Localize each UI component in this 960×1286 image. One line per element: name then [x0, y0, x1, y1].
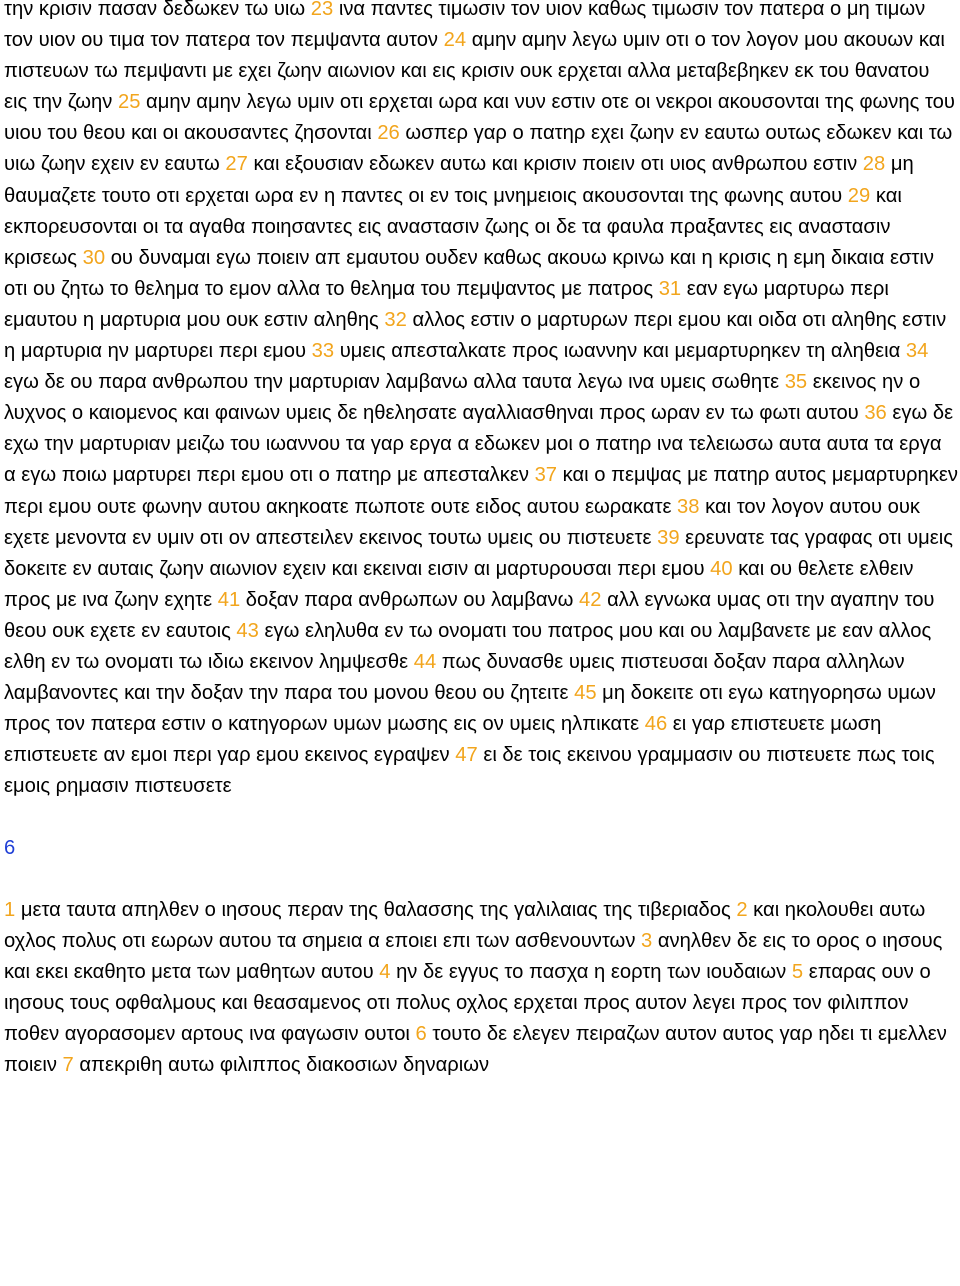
verse-text: ανηλθεν δε εις το ορος ο ιησους και εκει εκαθητο μετα των μαθητων αυτου [4, 929, 943, 983]
verse-number: 34 [905, 340, 929, 363]
verse-text: και ο πεμψας με πατηρ αυτος μεμαρτυρηκεν περι εμου ουτε φωνην αυτου ακηκοατε πωποτε ουτε ειδος αυτου εωρακατε [4, 464, 958, 518]
verse-text: εκεινος ην ο λυχνος ο καιομενος και φαινων υμεις δε ηθελησατε αγαλλιασθηναι προς ωραν εν τω φωτι αυτου [4, 371, 921, 425]
verse-text: ωσπερ γαρ ο πατηρ εχει ζωην εν εαυτω ουτως εδωκεν και τω υιω ζωην εχειν εν εαυτω [4, 122, 953, 176]
verse-text: αλλος εστιν ο μαρτυρων περι εμου και οιδα οτι αληθης εστιν η μαρτυρια ην μαρτυρει περι εμου [4, 308, 947, 363]
verse-text: και ου θελετε ελθειν προς με ινα ζωην εχητε [4, 557, 914, 611]
verse-number: 36 [864, 402, 887, 425]
verse-number: 33 [311, 340, 335, 363]
verse-text: μετα ταυτα απηλθεν ο ιησους περαν της θαλασσης της γαλιλαιας της τιβεριαδος [15, 898, 737, 921]
verse-text: ει δε τοις εκεινου γραμμασιν ου πιστευετε πως τοις εμοις ρημασιν πιστευσετε [4, 744, 935, 798]
verse-text: δοξαν παρα ανθρωπων ου λαμβανω [240, 588, 579, 611]
verse-number: 35 [784, 371, 808, 394]
verse-text: ερευνατε τας γραφας οτι υμεις δοκειτε εν αυταις ζωην αιωνιον εχειν και εκειναι εισιν αι μαρτυρουσαι περι εμου [4, 526, 953, 580]
verse-text: υμεις απεσταλκατε προς ιωαννην και μεμαρτυρηκεν τη αληθεια [334, 340, 906, 363]
paragraph-chapter-6-verses [4, 895, 958, 1082]
verse-text: αμην αμην λεγω υμιν οτι ερχεται ωρα και νυν εστιν οτε οι νεκροι ακουσονται της φωνης του υιου του θεου και οι ακουσαντες ζησονται [4, 91, 955, 145]
verse-number: 4 [379, 960, 391, 983]
verse-number: 6 [415, 1022, 427, 1045]
verse-text: ει γαρ επιστευετε μωση επιστευετε αν εμοι περι γαρ εμου εκεινος εγραψεν [4, 713, 882, 767]
verse-number: 27 [225, 153, 248, 176]
verse-number: 39 [657, 526, 680, 549]
verse-text: εγω δε ου παρα ανθρωπου την μαρτυριαν λαμβανω αλλα ταυτα λεγω ινα υμεις σωθητε [4, 371, 785, 394]
verse-number: 32 [384, 308, 407, 331]
verse-number: 45 [574, 682, 597, 705]
verse-text: και εξουσιαν εδωκεν αυτω και κρισιν ποιειν οτι υιος ανθρωπου εστιν [247, 153, 863, 176]
verse-text: και εκπορευσονται οι τα αγαθα ποιησαντες εις αναστασιν ζωης οι δε τα φαυλα πραξαντες εις αναστασιν κρισεως [4, 184, 902, 269]
verse-text: ην δε εγγυς το πασχα η εορτη των ιουδαιων [390, 960, 792, 983]
verse-number: 38 [677, 495, 700, 518]
verse-text: τουτο δε ελεγεν πειραζων αυτον αυτος γαρ ηδει τι εμελλεν ποιειν [4, 1022, 947, 1076]
verse-text: εγω δε εχω την μαρτυριαν μειζω του ιωαννου τα γαρ εργα α εδωκεν μοι ο πατηρ ινα τελειωσω αυτα αυτα τα εργα α εγω ποιω μαρτυρει περι εμου οτι ο πατηρ με απεσταλκεν [4, 402, 954, 487]
verse-number: 5 [791, 960, 804, 983]
verse-text: και τον λογον αυτου ουκ εχετε μενοντα εν υμιν οτι ον απεστειλεν εκεινος τουτω υμεις ου πιστευετε [4, 495, 921, 549]
verse-number: 26 [377, 122, 400, 145]
verse-number: 31 [658, 277, 682, 300]
verse-text: την κρισιν πασαν δεδωκεν τω υιω [4, 0, 311, 20]
verse-number: 7 [62, 1054, 74, 1076]
paragraph-chapter-5-verses [4, 0, 958, 802]
verse-text: αλλ εγνωκα υμας οτι την αγαπην του θεου ουκ εχετε εν εαυτοις [4, 588, 935, 642]
verse-text: εαν εγω μαρτυρω περι εμαυτου η μαρτυρια μου ουκ εστιν αληθης [4, 277, 889, 331]
verse-text: ου δυναμαι εγω ποιειν απ εμαυτου ουδεν καθως ακουω κρινω και η κρισις η εμη δικαια εστιν οτι ου ζητω το θελημα το εμον αλλα το θελημα του πεμψαντος με πατρος [4, 246, 934, 300]
verse-number: 47 [455, 744, 478, 767]
verse-number: 24 [443, 29, 467, 52]
verse-text: αμην αμην λεγω υμιν οτι ο τον λογον μου ακουων και πιστευων τω πεμψαντι με εχει ζωην αιωνιον και εις κρισιν ουκ ερχεται αλλα μεταβεβηκεν εκ του θανατου εις την ζωην [4, 29, 945, 114]
verse-number: 41 [217, 588, 241, 611]
verse-number: 23 [310, 0, 334, 20]
verse-text: επαρας ουν ο ιησους τους οφθαλμους και θεασαμενος οτι πολυς οχλος ερχεται προς αυτον λεγει προς τον φιλιππον ποθεν αγορασομεν αρτους ινα φαγωσιν ουτοι [4, 960, 931, 1045]
verse-number: 46 [644, 713, 668, 736]
chapter-heading: 6 [4, 837, 16, 860]
verse-number: 44 [413, 650, 437, 673]
verse-number: 42 [579, 588, 602, 611]
verse-number: 28 [862, 153, 886, 176]
verse-text: πως δυνασθε υμεις πιστευσαι δοξαν παρα αλληλων λαμβανοντες και την δοξαν την παρα του μονου θεου ου ζητειτε [4, 650, 905, 705]
verse-text: μη δοκειτε οτι εγω κατηγορησω υμων προς τον πατερα εστιν ο κατηγορων υμων μωσης εις ον υμεις ηλπικατε [4, 682, 936, 736]
verse-number: 3 [641, 929, 653, 952]
verse-text: απεκριθη αυτω φιλιππος διακοσιων δηναριων [73, 1054, 490, 1076]
verse-number: 1 [4, 898, 16, 921]
verse-number: 29 [847, 184, 871, 207]
verse-number: 30 [82, 246, 106, 269]
verse-text: ινα παντες τιμωσιν τον υιον καθως τιμωσιν τον πατερα ο μη τιμων τον υιον ου τιμα τον πατερα τον πεμψαντα αυτον [4, 0, 926, 52]
verse-number: 43 [236, 619, 259, 642]
verse-number: 40 [710, 557, 733, 580]
verse-number: 25 [117, 91, 141, 114]
verse-number: 37 [534, 464, 558, 487]
verse-number: 2 [736, 898, 748, 921]
verse-text: και ηκολουθει αυτω οχλος πολυς οτι εωρων αυτου τα σημεια α εποιει επι των ασθενουντων [4, 898, 926, 952]
verse-text: εγω εληλυθα εν τω ονοματι του πατρος μου και ου λαμβανετε με εαν αλλος ελθη εν τω ονοματι τω ιδιω εκεινον λημψεσθε [4, 619, 932, 673]
verse-text: μη θαυμαζετε τουτο οτι ερχεται ωρα εν η παντες οι εν τοις μνημειοις ακουσονται της φωνης αυτου [4, 153, 914, 207]
